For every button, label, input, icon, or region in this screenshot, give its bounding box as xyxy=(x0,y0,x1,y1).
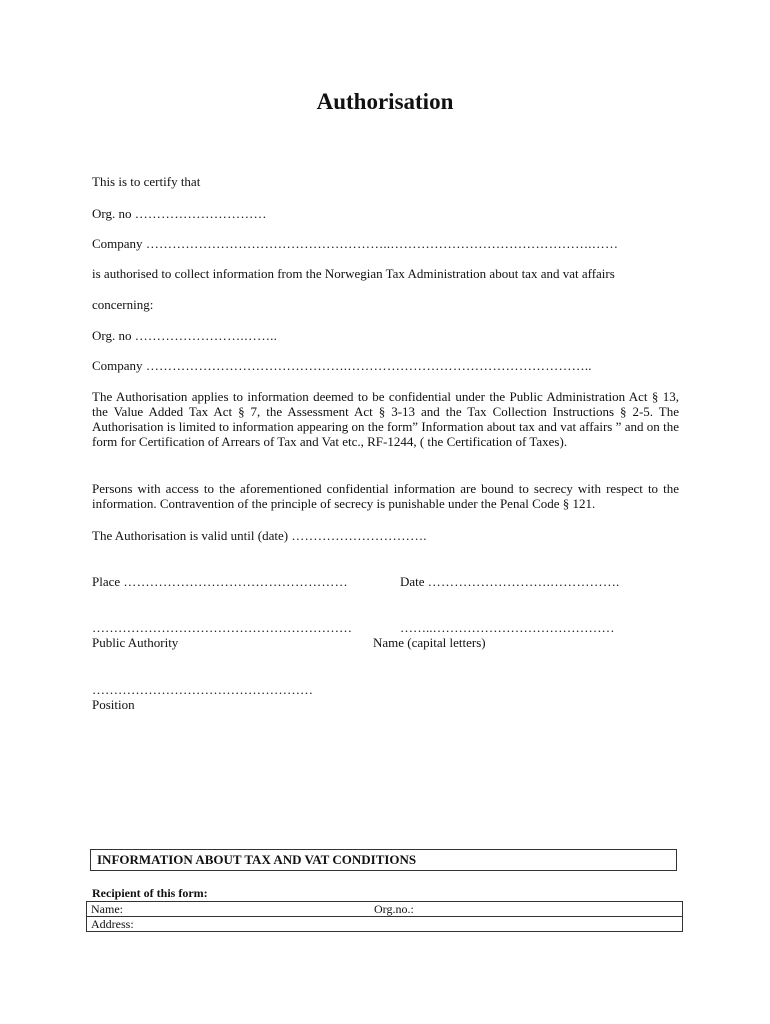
org-no-field-2[interactable] xyxy=(92,328,277,343)
org-no-field-1[interactable] xyxy=(92,206,267,221)
recipient-address-field[interactable]: Address: xyxy=(87,917,683,932)
secrecy-paragraph: Persons with access to the aforementioned confidential information are bound to secrecy with respect to the information. Contravention of the principle of secrecy is punishable under the Penal Code § 121. xyxy=(92,481,679,511)
recipient-table xyxy=(86,901,683,932)
date-dots[interactable]: ……………………….……………. xyxy=(427,574,620,589)
valid-until-label: The Authorisation is valid until (date) xyxy=(92,528,289,543)
org-no-dots-2[interactable]: …………………….…….. xyxy=(134,328,278,343)
public-authority-label: Public Authority xyxy=(92,635,179,650)
valid-until-field[interactable] xyxy=(92,528,427,543)
intro-text: This is to certify that xyxy=(92,174,201,189)
company-dots-2[interactable]: ……………………………………….……………………………………………….. xyxy=(145,358,592,373)
company-field-2[interactable] xyxy=(92,358,592,373)
recipient-label: Recipient of this form: xyxy=(92,886,208,900)
date-field[interactable] xyxy=(400,574,620,589)
org-no-dots-1[interactable]: ………………………… xyxy=(134,206,267,221)
company-field-1[interactable] xyxy=(92,236,618,251)
recipient-name-field[interactable]: Name: xyxy=(87,902,371,917)
recipient-row-name xyxy=(87,902,683,917)
position-signature-line[interactable]: …………………………………………… xyxy=(92,682,313,697)
org-no-label-2: Org. no xyxy=(92,328,132,343)
company-label-2: Company xyxy=(92,358,143,373)
authorised-text: is authorised to collect information from the Norwegian Tax Administration about tax and vat affairs xyxy=(92,266,615,281)
public-authority-signature-line[interactable]: …………………………………………………… xyxy=(92,620,352,635)
document-title: Authorisation xyxy=(316,89,454,114)
confidentiality-paragraph: The Authorisation applies to information deemed to be confidential under the Public Administration Act § 13, the Value Added Tax Act § 7, the Assessment Act § 3-13 and the Tax Collection Instructions § 2-5. The Authorisation is limited to information appearing on the form” Information about tax and vat affairs ” and on the form for Certification of Arrears of Tax and Vat etc., RF-1244, ( the Certification of Taxes). xyxy=(92,389,679,449)
place-dots[interactable]: …………………………………………… xyxy=(123,574,348,589)
position-label: Position xyxy=(92,697,135,712)
place-label: Place xyxy=(92,574,121,589)
valid-until-dots[interactable]: …………………………. xyxy=(291,528,427,543)
concerning-text: concerning: xyxy=(92,297,154,312)
company-dots-1[interactable]: ………………………………………………..……………………………………….…… xyxy=(145,236,619,251)
date-label: Date xyxy=(400,574,425,589)
name-signature-line[interactable]: ……..…………………………………… xyxy=(400,620,615,635)
name-capital-letters-label: Name (capital letters) xyxy=(373,635,486,650)
info-box-title: INFORMATION ABOUT TAX AND VAT CONDITIONS xyxy=(90,849,677,871)
place-field[interactable] xyxy=(92,574,348,589)
recipient-row-address xyxy=(87,917,683,932)
recipient-org-no-field[interactable]: Org.no.: xyxy=(370,902,683,917)
org-no-label-1: Org. no xyxy=(92,206,132,221)
company-label-1: Company xyxy=(92,236,143,251)
